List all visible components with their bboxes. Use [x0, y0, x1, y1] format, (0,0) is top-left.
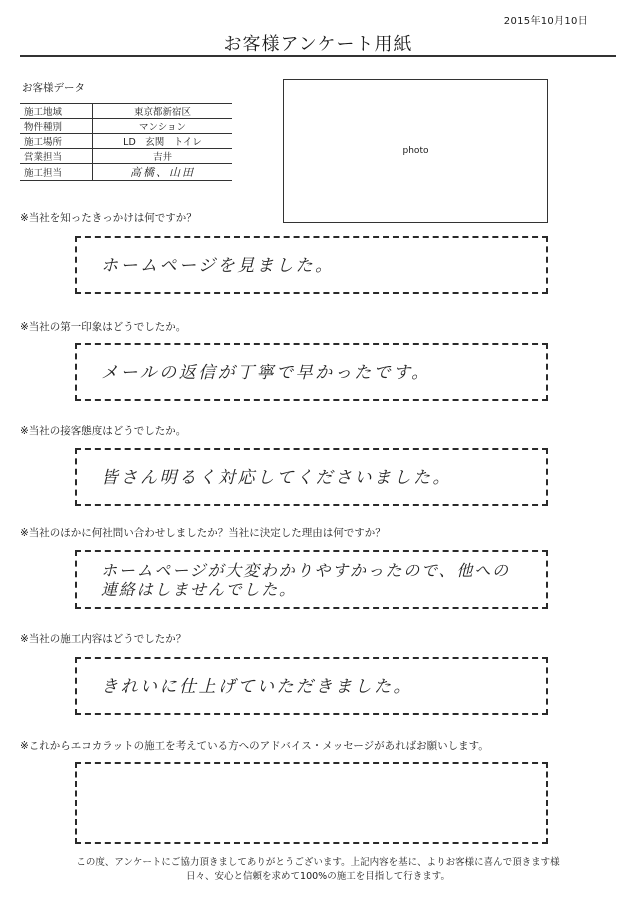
answer-3: 皆さん明るく対応してくださいました。: [101, 467, 452, 488]
row-label-location: 施工場所: [20, 134, 93, 149]
table-row: [20, 119, 232, 134]
question-2: ※当社の第一印象はどうでしたか。: [20, 321, 187, 333]
answer-1: ホームページを見ました。: [101, 255, 335, 276]
answer-box-5: [75, 657, 548, 715]
row-value-area: 東京都新宿区: [93, 104, 233, 119]
title-underline: [20, 55, 616, 57]
question-1: ※当社を知ったきっかけは何ですか？: [20, 212, 197, 224]
survey-date: 2015年10月10日: [503, 16, 588, 27]
answer-4: ホームページが大変わかりやすかったので、他への連絡はしませんでした。: [101, 561, 510, 599]
row-value-installer: 高橋、山田: [93, 164, 233, 181]
row-value-property-type: マンション: [93, 119, 233, 134]
table-row: [20, 134, 232, 149]
photo-label: photo: [402, 146, 429, 156]
answer-box-3: [75, 448, 548, 506]
customer-data-table: [20, 103, 232, 181]
row-label-area: 施工地域: [20, 104, 93, 119]
customer-data-heading: お客様データ: [22, 82, 85, 94]
row-value-location: LD 玄関 トイレ: [93, 134, 233, 149]
footer-line-2: 日々、安心と信頼を求めて100%の施工を目指して行きます。: [186, 870, 450, 882]
question-5: ※当社の施工内容はどうでしたか？: [20, 633, 187, 645]
answer-2: メールの返信が丁寧で早かったです。: [101, 362, 431, 383]
footer-line-1: この度、アンケートにご協力頂きましてありがとうございます。上記内容を基に、よりお客様に喜んで頂きます様: [76, 857, 560, 868]
page-title: お客様アンケート用紙: [223, 34, 413, 55]
question-6: ※これからエコカラットの施工を考えている方へのアドバイス・メッセージがあればお願いします。: [20, 740, 489, 752]
row-label-installer: 施工担当: [20, 164, 93, 181]
answer-5: きれいに仕上げていただきました。: [101, 676, 413, 697]
row-value-sales-rep: 吉井: [93, 149, 233, 164]
row-label-property-type: 物件種別: [20, 119, 93, 134]
answer-box-2: [75, 343, 548, 401]
footer-message: [0, 856, 636, 884]
table-row: [20, 164, 232, 181]
row-label-sales-rep: 営業担当: [20, 149, 93, 164]
photo-placeholder: [283, 79, 548, 223]
answer-box-1: [75, 236, 548, 294]
question-4: ※当社のほかに何社問い合わせしましたか？当社に決定した理由は何ですか？: [20, 527, 386, 539]
table-row: [20, 104, 232, 119]
question-3: ※当社の接客態度はどうでしたか。: [20, 425, 187, 437]
table-row: [20, 149, 232, 164]
answer-box-4: [75, 550, 548, 609]
answer-box-6: [75, 762, 548, 844]
